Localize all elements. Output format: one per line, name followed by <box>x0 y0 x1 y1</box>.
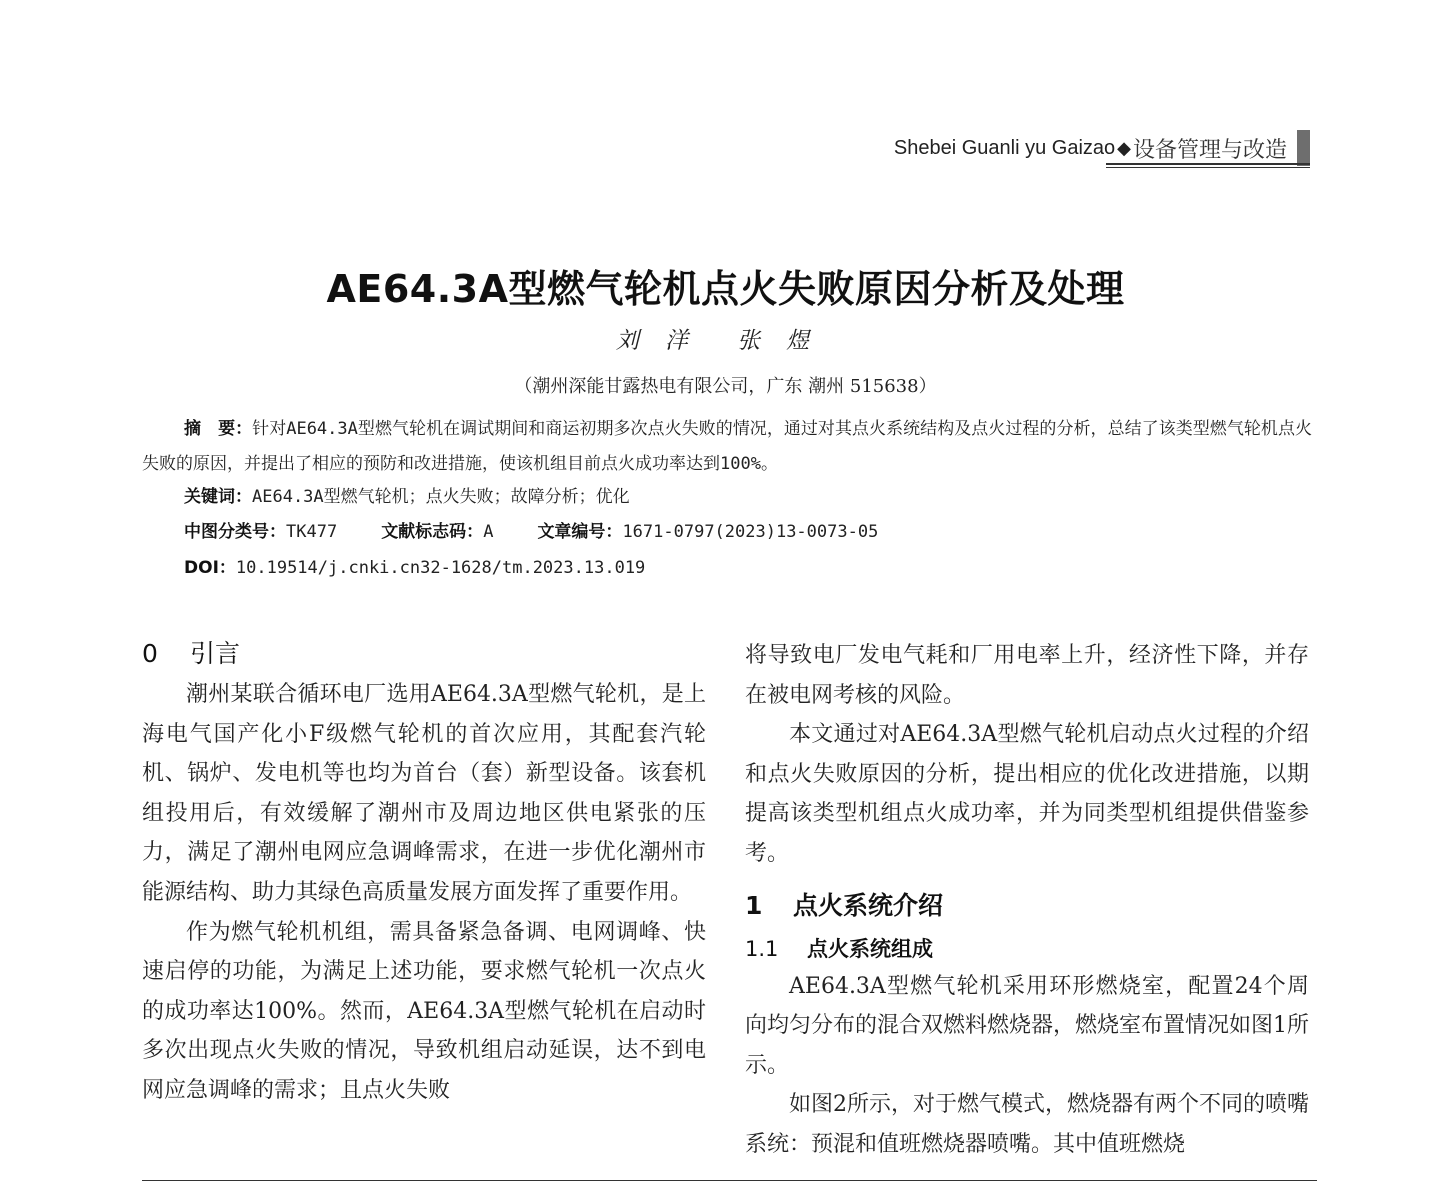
section-1-1-heading <box>745 931 1309 967</box>
section-1-1-paragraph-2: 如图2所示，对于燃气模式，燃烧器有两个不同的喷嘴系统：预混和值班燃烧器喷嘴。其中值班燃烧 <box>745 1092 1309 1157</box>
article-number-value: 1671-0797(2023)13-0073-05 <box>622 522 879 542</box>
abstract-text: 针对AE64.3A型燃气轮机在调试期间和商运初期多次点火失败的情况，通过对其点火系统结构及点火过程的分析，总结了该类型燃气轮机点火失败的原因，并提出了相应的预防和改进措施，使该机组目前点火成功率达到100%。 <box>142 419 1312 474</box>
article-title: AE64.3A型燃气轮机点火失败原因分析及处理 <box>326 267 1125 311</box>
section-0-heading <box>142 636 706 675</box>
intro-paragraph-3: 本文通过对AE64.3A型燃气轮机启动点火过程的介绍和点火失败原因的分析，提出相应的优化改进措施，以期提高该类型机组点火成功率，并为同类型机组提供借鉴参考。 <box>745 722 1309 866</box>
intro-paragraph-2-continued: 将导致电厂发电气耗和厂用电率上升，经济性下降，并存在被电网考核的风险。 <box>745 643 1309 708</box>
journal-section-name: 设备管理与改造 <box>1132 137 1287 163</box>
section-1-1-paragraph-1: AE64.3A型燃气轮机采用环形燃烧室，配置24个周向均匀分布的混合双燃料燃烧器，燃烧室布置情况如图1所示。 <box>745 973 1309 1078</box>
authors <box>0 322 1451 355</box>
header-bar-decoration <box>1297 130 1310 166</box>
running-header <box>894 128 1310 168</box>
clc-label: 中图分类号： <box>184 522 286 542</box>
section-1-title: 点火系统介绍 <box>793 890 944 920</box>
author-1: 刘洋 <box>615 328 714 354</box>
left-column <box>142 636 706 1111</box>
section-1-number: 1 <box>745 890 763 920</box>
section-1-1-title: 点火系统组成 <box>807 936 933 961</box>
section-0-number: 0 <box>142 639 158 668</box>
journal-name-latin: Shebei Guanli yu Gaizao <box>893 136 1116 159</box>
keywords-text: AE64.3A型燃气轮机；点火失败；故障分析；优化 <box>252 487 630 507</box>
keywords-line <box>184 482 630 507</box>
intro-paragraph-2: 作为燃气轮机机组，需具备紧急备调、电网调峰、快速启停的功能，为满足上述功能，要求燃气轮机一次点火的成功率达100%。然而，AE64.3A型燃气轮机在启动时多次出现点火失败的情况，导致机组启动延误，达不到电网应急调峰的需求；且点火失败 <box>142 919 706 1103</box>
header-rule <box>1106 163 1310 168</box>
intro-paragraph-1: 潮州某联合循环电厂选用AE64.3A型燃气轮机，是上海电气国产化小F级燃气轮机的首次应用，其配套汽轮机、锅炉、发电机等也均为首台（套）新型设备。该套机组投用后，有效缓解了潮州市及周边地区供电紧张的压力，满足了潮州电网应急调峰需求，在进一步优化潮州市能源结构、助力其绿色高质量发展方面发挥了重要作用。 <box>142 682 706 905</box>
abstract-label: 摘 要： <box>184 419 253 439</box>
keywords-label: 关键词： <box>184 487 252 507</box>
doi-label: DOI： <box>184 558 236 578</box>
section-0-title: 引言 <box>190 639 241 668</box>
author-2: 张煜 <box>737 328 836 354</box>
doc-code-label: 文献标志码： <box>381 522 484 542</box>
clc-value: TK477 <box>286 522 338 542</box>
article-number-label: 文章编号： <box>537 522 623 542</box>
affiliation: （潮州深能甘露热电有限公司，广东 潮州 515638） <box>514 376 937 397</box>
footer-rule <box>142 1180 1317 1181</box>
section-1-heading <box>745 888 1309 927</box>
doi-line <box>184 553 645 578</box>
section-1-1-number: 1.1 <box>745 936 779 961</box>
abstract <box>142 412 1312 482</box>
doc-code-value: A <box>483 522 494 542</box>
right-column <box>745 636 1309 1165</box>
diamond-separator-icon: ◆ <box>1117 137 1131 159</box>
doi-value: 10.19514/j.cnki.cn32-1628/tm.2023.13.019 <box>235 558 646 578</box>
classification-line <box>184 517 878 542</box>
